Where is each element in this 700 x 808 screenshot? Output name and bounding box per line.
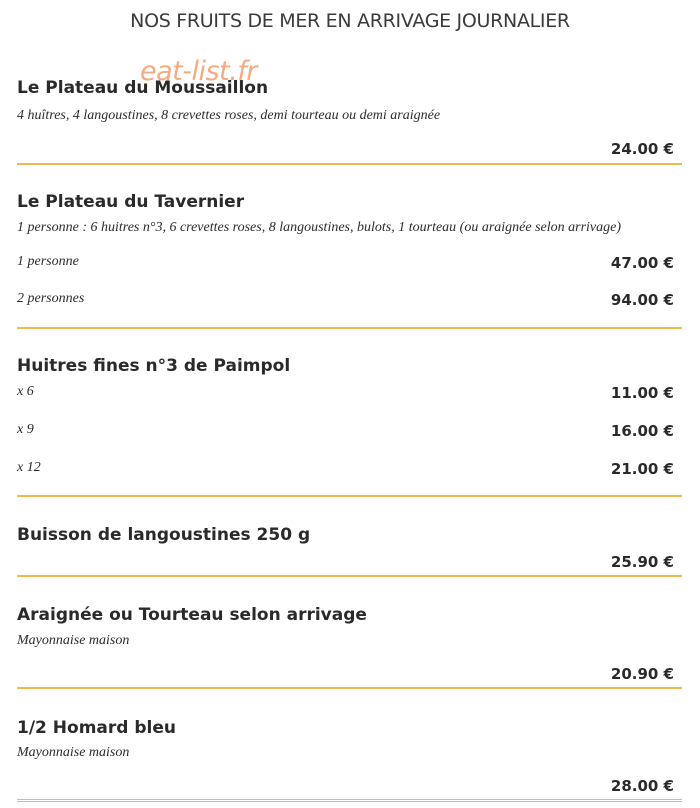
option-price: 11.00 € <box>610 384 674 402</box>
menu-item-huitres <box>17 354 682 497</box>
option-label: 2 personnes <box>17 291 85 306</box>
option-label: x 12 <box>17 460 41 475</box>
option-price: 94.00 € <box>610 291 674 309</box>
item-description: 1 personne : 6 huitres n°3, 6 crevettes roses, 8 langoustines, bulots, 1 tourteau (ou araignée selon arrivage) <box>17 220 622 235</box>
item-price: 20.90 € <box>610 665 674 683</box>
page-title: NOS FRUITS DE MER EN ARRIVAGE JOURNALIER <box>130 10 570 32</box>
option-price: 47.00 € <box>610 254 674 272</box>
menu-item-moussaillon <box>17 76 682 165</box>
menu-item-araignee <box>17 603 682 689</box>
item-name: Le Plateau du Tavernier <box>17 192 245 212</box>
option-price: 21.00 € <box>610 460 674 478</box>
item-description: Mayonnaise maison <box>17 745 130 760</box>
option-label: x 6 <box>17 384 34 399</box>
menu-item-langoustines <box>17 523 682 577</box>
item-name: Araignée ou Tourteau selon arrivage <box>17 605 367 625</box>
option-label: 1 personne <box>17 254 79 269</box>
menu-item-tavernier <box>17 190 682 329</box>
option-price: 16.00 € <box>610 422 674 440</box>
item-description: 4 huîtres, 4 langoustines, 8 crevettes roses, demi tourteau ou demi araignée <box>17 108 441 123</box>
item-name: Le Plateau du Moussaillon <box>17 78 269 98</box>
item-description: Mayonnaise maison <box>17 633 130 648</box>
item-name: Buisson de langoustines 250 g <box>17 525 311 545</box>
item-price: 25.90 € <box>610 553 674 571</box>
item-name: Huitres fines n°3 de Paimpol <box>17 356 291 376</box>
option-label: x 9 <box>17 422 34 437</box>
menu-item-homard <box>17 716 682 802</box>
item-price: 28.00 € <box>610 777 674 795</box>
item-name: 1/2 Homard bleu <box>17 718 176 738</box>
watermark: eat-list.fr <box>140 56 257 87</box>
item-price: 24.00 € <box>610 140 674 158</box>
